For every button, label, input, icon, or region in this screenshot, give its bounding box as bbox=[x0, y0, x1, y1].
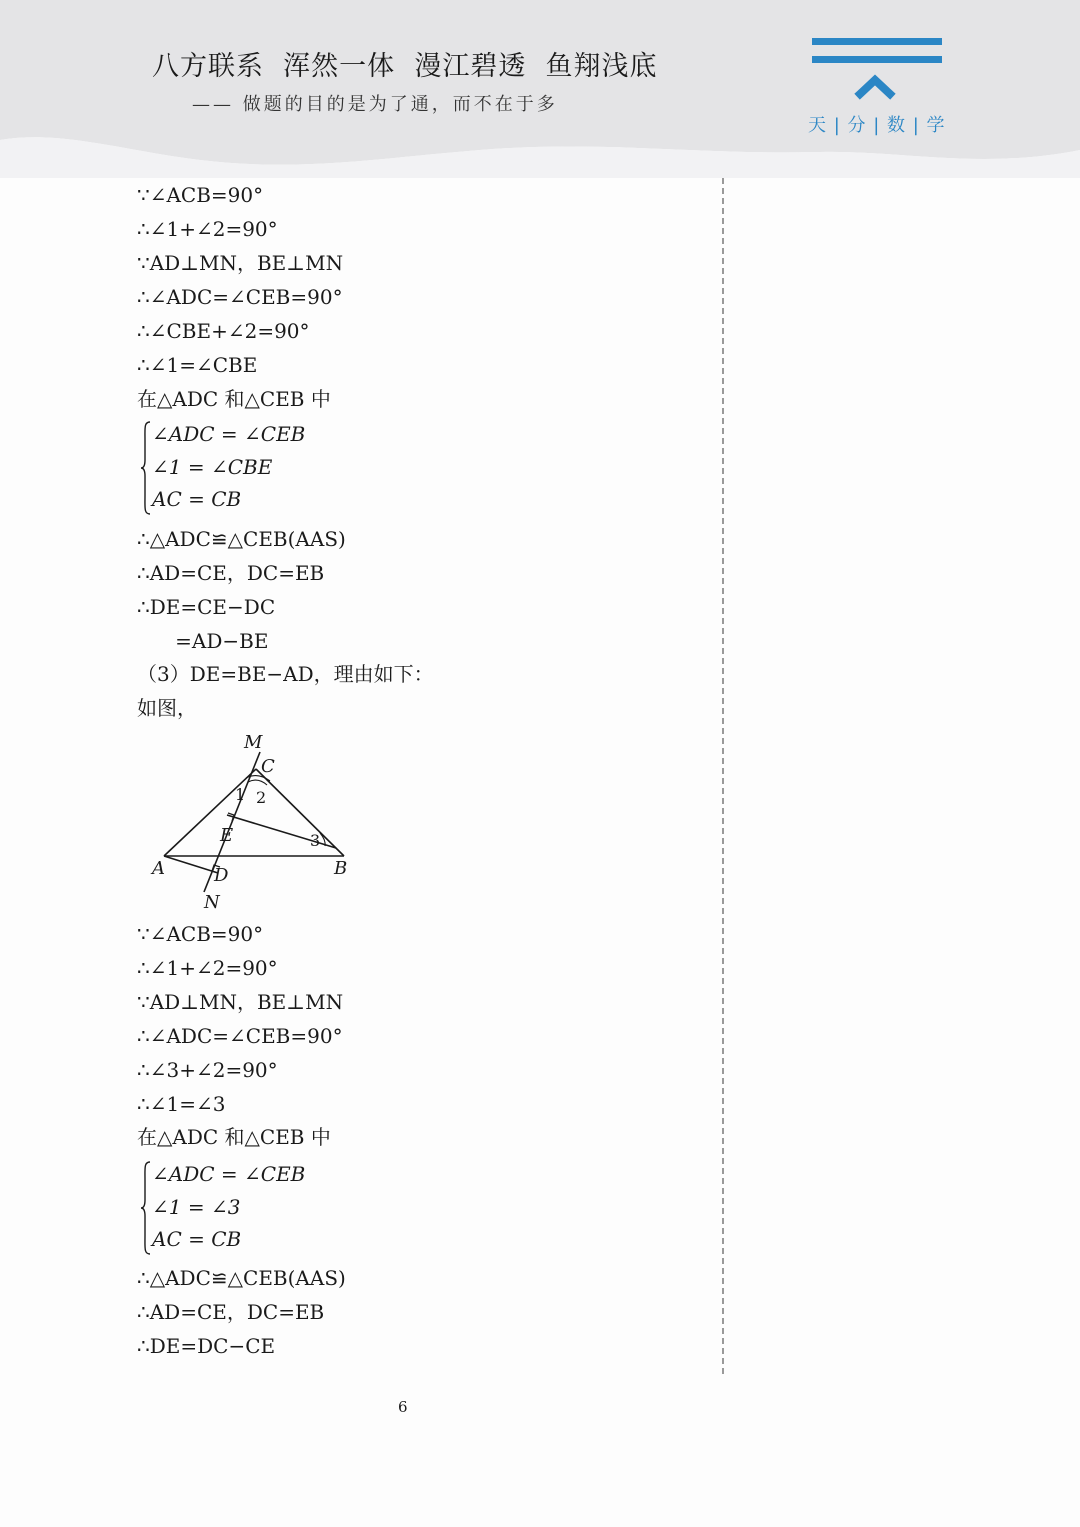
label-D: D bbox=[214, 865, 229, 886]
equation-row: ∠1 = ∠CBE bbox=[152, 455, 273, 479]
proof-line: ∴∠CBE+∠2=90° bbox=[137, 319, 310, 343]
proof-line: ∴∠1+∠2=90° bbox=[137, 217, 278, 241]
proof-line: ∴∠1=∠CBE bbox=[137, 353, 258, 377]
proof-line: ∴△ADC≌△CEB(AAS) bbox=[137, 527, 346, 551]
column-divider bbox=[722, 178, 724, 1374]
proof-line: ∴DE=CE−DC bbox=[137, 595, 276, 619]
proof-line: 如图， bbox=[137, 696, 197, 720]
proof-line: （3）DE=BE−AD，理由如下： bbox=[137, 662, 434, 686]
equation-row: AC = CB bbox=[152, 1227, 242, 1251]
equation-row: ∠ADC = ∠CEB bbox=[152, 1162, 306, 1186]
proof-line: 在△ADC 和△CEB 中 bbox=[137, 1125, 331, 1149]
proof-line: ∴DE=DC−CE bbox=[137, 1334, 276, 1358]
equation-row: ∠1 = ∠3 bbox=[152, 1195, 241, 1219]
label-A: A bbox=[152, 858, 165, 879]
equation-system bbox=[140, 420, 340, 516]
proof-line: ∵AD⊥MN，BE⊥MN bbox=[137, 251, 344, 275]
equation-row: AC = CB bbox=[152, 487, 242, 511]
header-subtitle: —— 做题的目的是为了通，而不在于多 bbox=[192, 94, 558, 115]
label-angle-3: 3 bbox=[310, 831, 321, 850]
label-N: N bbox=[204, 892, 220, 912]
proof-line: 在△ADC 和△CEB 中 bbox=[137, 387, 331, 411]
label-E: E bbox=[220, 825, 234, 846]
proof-line: ∴∠1=∠3 bbox=[137, 1092, 226, 1116]
brand-name: 天 | 分 | 数 | 学 bbox=[808, 115, 946, 136]
label-angle-2: 2 bbox=[256, 788, 267, 807]
label-B: B bbox=[334, 858, 348, 879]
label-C: C bbox=[261, 756, 275, 777]
proof-line: ∴AD=CE，DC=EB bbox=[137, 1300, 325, 1324]
page-number: 6 bbox=[398, 1398, 408, 1416]
geometry-figure bbox=[148, 728, 358, 912]
proof-line: ∴AD=CE，DC=EB bbox=[137, 561, 325, 585]
proof-line: ∴∠3+∠2=90° bbox=[137, 1058, 278, 1082]
proof-line: ∴△ADC≌△CEB(AAS) bbox=[137, 1266, 346, 1290]
proof-line: ∵∠ACB=90° bbox=[137, 183, 264, 207]
proof-line: ∴∠1+∠2=90° bbox=[137, 956, 278, 980]
left-brace-icon bbox=[140, 1160, 152, 1256]
proof-line: ∵∠ACB=90° bbox=[137, 922, 264, 946]
equation-system bbox=[140, 1160, 340, 1256]
proof-line: =AD−BE bbox=[137, 629, 269, 653]
header-motto: 八方联系 浑然一体 漫江碧透 鱼翔浅底 bbox=[152, 51, 658, 82]
proof-line: ∵AD⊥MN，BE⊥MN bbox=[137, 990, 344, 1014]
equation-row: ∠ADC = ∠CEB bbox=[152, 422, 306, 446]
proof-line: ∴∠ADC=∠CEB=90° bbox=[137, 1024, 343, 1048]
proof-line: ∴∠ADC=∠CEB=90° bbox=[137, 285, 343, 309]
label-angle-1: 1 bbox=[235, 785, 246, 804]
left-brace-icon bbox=[140, 420, 152, 516]
label-M: M bbox=[244, 732, 263, 753]
